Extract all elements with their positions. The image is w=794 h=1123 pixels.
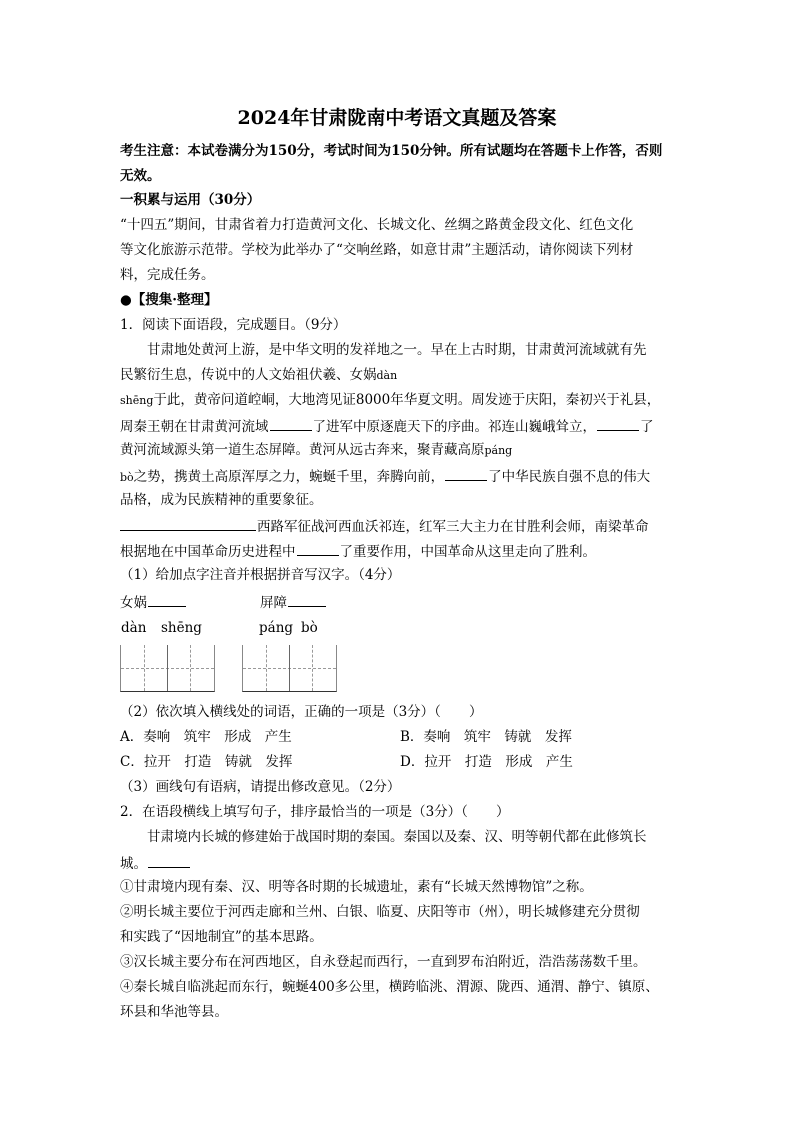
passage-line-3 [120,390,670,411]
sub-question-2 [120,702,670,722]
blank-line [445,465,487,481]
pinyin-label: dàn [376,369,398,382]
passage-text: 于此，黄帝问道崆峒，大地湾见证8000年华夏文明。周发迹于庆阳，秦初兴于礼县， [153,392,661,408]
passage-line-8 [120,515,670,537]
sentence-4-line-1: ④秦长城自临洮起而东行，蜿蜒400多公里，横跨临洮、渭源、陇西、通渭、静宁、镇原、 [120,979,659,995]
passage-line-2 [120,365,670,386]
close-paren: ） [495,804,510,820]
passage-text: 了重要作用，中国革命从这里走向了胜利。 [339,544,596,560]
passage-line-9 [120,540,670,562]
grid-guide [190,645,191,691]
passage-text: 了中华民族自强不息的伟大 [488,469,651,485]
answer-blank[interactable] [288,591,326,607]
intro-line-1: “十四五”期间，甘肃省着力打造黄河文化、长城文化、丝绸之路黄金段文化、红色文化 [120,217,634,233]
sub-question-1: （1）给加点字注音并根据拼音写汉字。（4分） [120,567,401,583]
passage-text: 城。 [120,856,147,872]
word-label: 女娲 [120,595,147,611]
pinyin-sheng: shēng [161,620,202,636]
passage-text: 民繁衍生息，传说中的人文始祖伏羲、女娲 [120,367,377,383]
passage-text: 根据地在中国革命历史进程中 [120,544,296,560]
writing-grid-right[interactable] [242,645,337,692]
passage-line-4 [120,415,670,437]
question-1: 1．阅读下面语段，完成题目。（9分） [120,317,347,333]
sub-question-3: （3）画线句有语病，请提出修改意见。（2分） [120,779,401,795]
intro-line-3: 料，完成任务。 [120,267,215,283]
question-text: （2）依次填入横线处的词语，正确的一项是（3分）（ [120,704,441,720]
pinyin-dan: dàn [121,620,147,636]
sentence-2-line-2: 和实践了“因地制宜”的基本思路。 [120,929,323,945]
passage-text: 周秦王朝在甘肃黄河流域 [120,419,269,435]
pinyin-pang: páng [259,620,294,636]
grid-guide [312,645,313,691]
pinyin-label: shēng [120,394,154,407]
sentence-4-line-2: 环县和华池等县。 [120,1004,228,1020]
blank-line-long [120,515,256,531]
passage-text: 黄河流域源头第一道生态屏障。黄河从远古奔来，聚青藏高原 [120,442,485,458]
blank-line [270,415,312,431]
blank-line [297,540,339,556]
word-pingzhang [260,591,327,613]
writing-grid-left[interactable] [120,645,215,692]
section-heading: 一积累与运用（30分） [120,192,261,208]
blank-line [148,852,190,868]
passage-text: 之势，携黄土高原浑厚之力，蜿蜒千里，奔腾向前， [133,469,445,485]
option-a[interactable]: A．奏响 筑牢 形成 产生 [120,729,292,745]
option-d[interactable]: D．拉开 打造 形成 产生 [400,754,573,770]
intro-line-2: 等文化旅游示范带。学校为此举办了“交响丝路，如意甘肃”主题活动，请你阅读下列材 [120,242,634,258]
word-nvwa [120,591,187,613]
passage-line-6 [120,465,670,488]
close-paren: ） [468,704,483,720]
question-2 [120,802,670,822]
option-c[interactable]: C．拉开 打造 铸就 发挥 [120,754,293,770]
passage-line-1: 甘肃地处黄河上游，是中华文明的发祥地之一。早在上古时期，甘肃黄河流域就有先 [147,342,647,358]
passage2-line-1: 甘肃境内长城的修建始于战国时期的秦国。秦国以及秦、汉、明等朝代都在此修筑长 [147,829,647,845]
grid-guide [266,645,267,691]
sentence-1: ①甘肃境内现有秦、汉、明等各时期的长城遗址，素有“长城天然博物馆”之称。 [120,879,593,895]
passage-line-7: 品格，成为民族精神的重要象征。 [120,492,323,508]
task-heading: ●【搜集·整理】 [120,292,218,308]
sentence-3: ③汉长城主要分布在河西地区，自永登起而西行，一直到罗布泊附近，浩浩荡荡数千里。 [120,954,647,970]
option-b[interactable]: B．奏响 筑牢 铸就 发挥 [400,729,572,745]
question-text: 2．在语段横线上填写句子，排序最恰当的一项是（3分）（ [120,804,468,820]
notice-line-2: 无效。 [120,168,161,184]
pinyin-label: páng [484,444,513,457]
answer-blank[interactable] [148,591,186,607]
sentence-2-line-1: ②明长城主要位于河西走廊和兰州、白银、临夏、庆阳等市（州），明长城修建充分贯彻 [120,904,640,920]
pinyin-label: bò [120,471,134,484]
pinyin-bo: bò [301,620,318,636]
notice-line-1: 考生注意：本试卷满分为150分，考试时间为150分钟。所有试题均在答题卡上作答，否则 [120,143,663,159]
word-label: 屏障 [260,595,287,611]
passage-text: 西路军征战河西血沃祁连，红军三大主力在甘胜利会师，南梁革命 [257,519,649,535]
blank-line [597,415,639,431]
passage2-line-2 [120,852,670,874]
page-title: 2024年甘肃陇南中考语文真题及答案 [237,107,557,129]
passage-text: 了进军中原逐鹿天下的序曲。祁连山巍峨耸立， [312,419,596,435]
passage-line-5 [120,440,670,461]
grid-guide [144,645,145,691]
passage-text: 了 [640,419,654,435]
